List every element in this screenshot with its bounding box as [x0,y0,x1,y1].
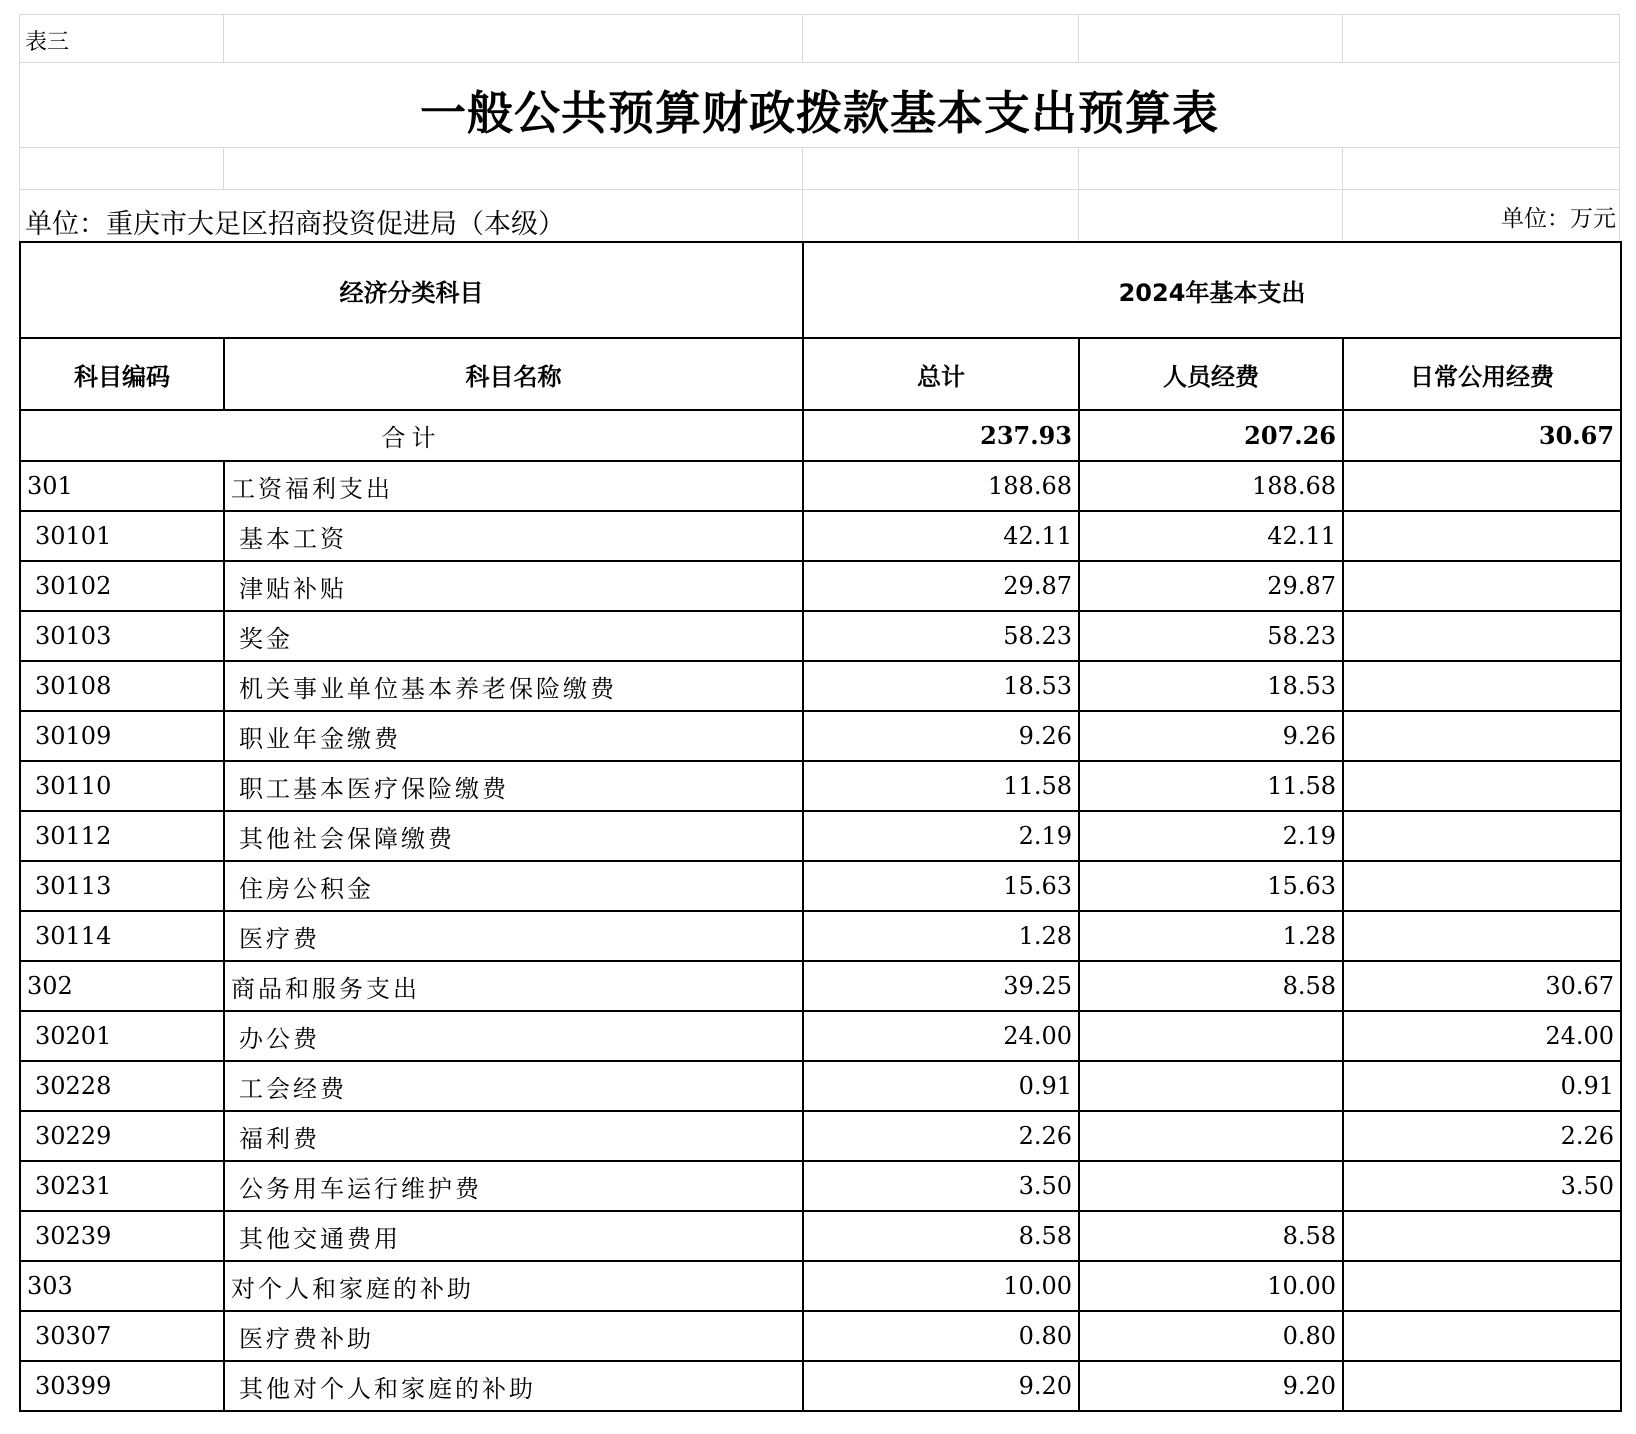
row-name: 办公费 [224,1011,803,1061]
row-public [1343,461,1621,511]
row-total: 9.26 [803,711,1079,761]
label-row [19,14,1620,62]
row-total: 42.11 [803,511,1079,561]
table-row [20,861,1621,911]
row-total: 39.25 [803,961,1079,1011]
row-total: 9.20 [803,1361,1079,1411]
table-row [20,511,1621,561]
header-year-basic: 2024年基本支出 [803,242,1621,338]
row-name: 公务用车运行维护费 [224,1161,803,1211]
page-title: 一般公共预算财政拨款基本支出预算表 [420,86,1219,140]
row-name: 住房公积金 [224,861,803,911]
title-row [19,62,1620,147]
row-public [1343,1311,1621,1361]
row-code: 30108 [20,661,224,711]
row-total: 15.63 [803,861,1079,911]
row-total: 0.80 [803,1311,1079,1361]
blank-row [19,147,1620,189]
total-public: 30.67 [1343,410,1621,461]
row-public [1343,511,1621,561]
row-personnel [1079,1161,1343,1211]
row-personnel: 1.28 [1079,911,1343,961]
row-name: 职业年金缴费 [224,711,803,761]
table-row [20,1261,1621,1311]
row-personnel: 9.26 [1079,711,1343,761]
row-total: 10.00 [803,1261,1079,1311]
row-name: 工资福利支出 [224,461,803,511]
row-total: 3.50 [803,1161,1079,1211]
table-row [20,1211,1621,1261]
table-row [20,761,1621,811]
row-total: 0.91 [803,1061,1079,1111]
table-row [20,661,1621,711]
table-row [20,1311,1621,1361]
row-public [1343,711,1621,761]
row-total: 58.23 [803,611,1079,661]
row-public [1343,1261,1621,1311]
row-name: 职工基本医疗保险缴费 [224,761,803,811]
row-personnel [1079,1111,1343,1161]
row-code: 30229 [20,1111,224,1161]
row-code: 302 [20,961,224,1011]
table-row [20,811,1621,861]
row-public [1343,761,1621,811]
unit-measure: 单位：万元 [1501,206,1616,232]
row-public: 30.67 [1343,961,1621,1011]
row-personnel: 8.58 [1079,961,1343,1011]
row-name: 其他社会保障缴费 [224,811,803,861]
row-personnel: 15.63 [1079,861,1343,911]
budget-table [19,241,1622,1412]
row-public [1343,1211,1621,1261]
row-public: 3.50 [1343,1161,1621,1211]
row-personnel [1079,1011,1343,1061]
row-name: 其他对个人和家庭的补助 [224,1361,803,1411]
table-row [20,1111,1621,1161]
header-personnel: 人员经费 [1079,338,1343,410]
header-econ-category: 经济分类科目 [20,242,803,338]
row-name: 对个人和家庭的补助 [224,1261,803,1311]
row-code: 30231 [20,1161,224,1211]
row-code: 30228 [20,1061,224,1111]
row-code: 30101 [20,511,224,561]
row-name: 基本工资 [224,511,803,561]
row-public [1343,811,1621,861]
row-personnel: 29.87 [1079,561,1343,611]
row-public [1343,561,1621,611]
row-code: 30399 [20,1361,224,1411]
row-name: 医疗费 [224,911,803,961]
row-code: 303 [20,1261,224,1311]
row-name: 津贴补贴 [224,561,803,611]
row-total: 188.68 [803,461,1079,511]
header-code: 科目编码 [20,338,224,410]
total-personnel: 207.26 [1079,410,1343,461]
total-row [20,410,1621,461]
row-code: 30113 [20,861,224,911]
row-name: 医疗费补助 [224,1311,803,1361]
row-total: 2.19 [803,811,1079,861]
row-code: 30103 [20,611,224,661]
row-total: 24.00 [803,1011,1079,1061]
row-total: 2.26 [803,1111,1079,1161]
header-row-2 [20,338,1621,410]
row-code: 30307 [20,1311,224,1361]
row-code: 30109 [20,711,224,761]
row-personnel: 188.68 [1079,461,1343,511]
unit-row [19,189,1620,241]
table-row [20,461,1621,511]
row-name: 奖金 [224,611,803,661]
row-code: 30201 [20,1011,224,1061]
row-total: 11.58 [803,761,1079,811]
row-name: 商品和服务支出 [224,961,803,1011]
row-total: 1.28 [803,911,1079,961]
row-personnel: 0.80 [1079,1311,1343,1361]
row-name: 工会经费 [224,1061,803,1111]
row-personnel: 10.00 [1079,1261,1343,1311]
row-personnel: 8.58 [1079,1211,1343,1261]
row-public [1343,911,1621,961]
row-name: 其他交通费用 [224,1211,803,1261]
row-public: 2.26 [1343,1111,1621,1161]
row-personnel: 58.23 [1079,611,1343,661]
row-personnel: 11.58 [1079,761,1343,811]
table-row [20,711,1621,761]
table-row [20,1361,1621,1411]
row-public: 0.91 [1343,1061,1621,1111]
row-total: 8.58 [803,1211,1079,1261]
row-name: 福利费 [224,1111,803,1161]
row-personnel: 42.11 [1079,511,1343,561]
row-public [1343,861,1621,911]
row-personnel: 18.53 [1079,661,1343,711]
table-label: 表三 [25,30,70,55]
row-code: 30112 [20,811,224,861]
header-total: 总计 [803,338,1079,410]
row-code: 30114 [20,911,224,961]
unit-organization: 单位：重庆市大足区招商投资促进局（本级） [25,209,565,240]
table-row [20,611,1621,661]
row-code: 30239 [20,1211,224,1261]
sheet-header-area [19,14,1620,241]
total-sum: 237.93 [803,410,1079,461]
row-code: 301 [20,461,224,511]
table-row [20,561,1621,611]
table-row [20,911,1621,961]
header-public: 日常公用经费 [1343,338,1621,410]
total-label: 合计 [20,410,803,461]
row-personnel: 2.19 [1079,811,1343,861]
table-row [20,1161,1621,1211]
header-row-1 [20,242,1621,338]
row-total: 18.53 [803,661,1079,711]
row-code: 30102 [20,561,224,611]
row-public [1343,661,1621,711]
row-code: 30110 [20,761,224,811]
table-row [20,1061,1621,1111]
row-total: 29.87 [803,561,1079,611]
row-public [1343,611,1621,661]
row-public [1343,1361,1621,1411]
table-row [20,1011,1621,1061]
row-name: 机关事业单位基本养老保险缴费 [224,661,803,711]
header-name: 科目名称 [224,338,803,410]
table-row [20,961,1621,1011]
row-personnel: 9.20 [1079,1361,1343,1411]
row-public: 24.00 [1343,1011,1621,1061]
row-personnel [1079,1061,1343,1111]
